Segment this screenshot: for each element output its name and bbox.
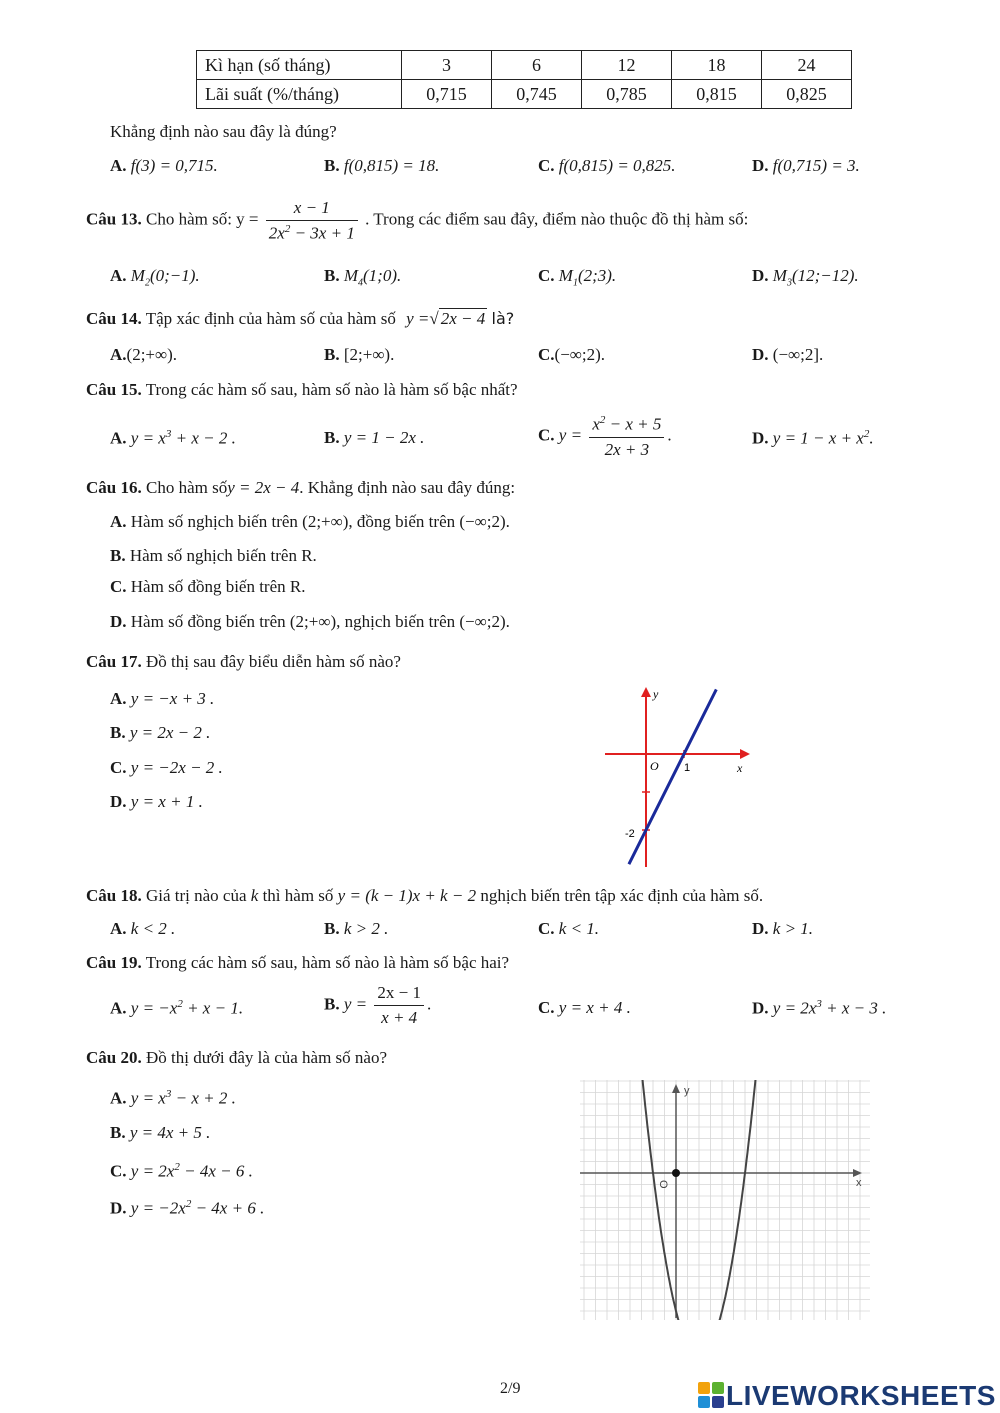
q12-option-a[interactable]: A. f(3) = 0,715.	[110, 156, 218, 175]
q20-option-a[interactable]: A. $y = x^3 - x + 2$ .	[110, 1088, 236, 1108]
q12-option-d[interactable]: D. f(0,715) = 3.	[752, 156, 860, 175]
q13-question: Câu 13. Cho hàm số: y = $\frac{x - 1}{2x^2 - 3x + 1}$ . Trong các điểm sau đây, điểm nào thuộc đồ thị hàm số:	[86, 198, 749, 243]
q13-option-a[interactable]: A. $M_2(0;-1)$.	[110, 266, 200, 289]
function-line	[629, 689, 716, 864]
q15-option-a[interactable]: A. $y = x^3 + x - 2$ .	[110, 428, 236, 448]
q18-option-d[interactable]: D. k > 1.	[752, 919, 814, 938]
q20-option-c[interactable]: C. $y = 2x^2 - 4x - 6$ .	[110, 1161, 253, 1181]
grid	[580, 1080, 870, 1320]
q16-question: Câu 16. Cho hàm sốy = 2x − 4. Khẳng định nào sau đây đúng:	[86, 478, 516, 497]
q17-question: Câu 17. Đồ thị sau đây biểu diễn hàm số nào?	[86, 652, 401, 671]
q17-option-c[interactable]: C. y = −2x − 2 .	[110, 758, 223, 777]
q12-option-b[interactable]: B. f(0,815) = 18.	[324, 156, 440, 175]
q12-prompt: Khẳng định nào sau đây là đúng?	[110, 122, 337, 141]
q18-option-b[interactable]: B. k > 2 .	[324, 919, 389, 938]
q19-option-c[interactable]: C. y = x + 4 .	[538, 998, 631, 1017]
table-cell: Lãi suất (%/tháng)	[197, 80, 402, 109]
q17-graph	[600, 682, 760, 870]
q15-option-b[interactable]: B. y = 1 − 2x .	[324, 428, 425, 447]
q18-question: Câu 18. Giá trị nào của k thì hàm số y = (k − 1)x + k − 2 nghịch biến trên tập xác định của hàm số.	[86, 886, 764, 905]
x-axis-label: x	[737, 761, 743, 775]
y-axis-label: y	[684, 1085, 690, 1097]
table-cell: 0,785	[582, 80, 672, 109]
table-cell: 18	[672, 51, 762, 80]
q13-option-b[interactable]: B. $M_4(1;0)$.	[324, 266, 402, 289]
table-cell: 3	[402, 51, 492, 80]
table-cell: 0,745	[492, 80, 582, 109]
table-cell: Kì hạn (số tháng)	[197, 51, 402, 80]
q20-question: Câu 20. Đồ thị dưới đây là của hàm số nào?	[86, 1048, 388, 1067]
q17-option-a[interactable]: A. y = −x + 3 .	[110, 689, 215, 708]
q16-option-a[interactable]: A. Hàm số nghịch biến trên (2;+∞), đồng biến trên (−∞;2).	[110, 512, 510, 531]
origin-label: O	[650, 759, 659, 773]
q18-option-a[interactable]: A. k < 2 .	[110, 919, 176, 938]
q17-option-b[interactable]: B. y = 2x − 2 .	[110, 723, 211, 742]
q14-option-d[interactable]: D. (−∞;2].	[752, 345, 824, 364]
x-tick-label: 1	[684, 762, 691, 774]
q15-option-c[interactable]: C. y = $\frac{x^2 - x + 5}{2x + 3}$ .	[538, 414, 672, 459]
q15-question: Câu 15. Trong các hàm số sau, hàm số nào là hàm số bậc nhất?	[86, 380, 518, 399]
q14-option-a[interactable]: A.(2;+∞).	[110, 345, 178, 364]
y-axis-arrow	[641, 687, 651, 697]
q19-question: Câu 19. Trong các hàm số sau, hàm số nào là hàm số bậc hai?	[86, 953, 510, 972]
brand-logo[interactable]	[698, 1380, 996, 1412]
y-axis-arrow	[672, 1084, 680, 1093]
q16-option-d[interactable]: D. Hàm số đồng biến trên (2;+∞), nghịch biến trên (−∞;2).	[110, 612, 510, 631]
q13-option-c[interactable]: C. $M_1(2;3)$.	[538, 266, 617, 289]
q19-option-b[interactable]: B. y = $\frac{2x - 1}{x + 4}$ .	[324, 983, 432, 1027]
q20-option-b[interactable]: B. y = 4x + 5 .	[110, 1123, 211, 1142]
y-axis-label: y	[653, 687, 659, 701]
q20-graph	[580, 1080, 870, 1320]
q17-option-d[interactable]: D. y = x + 1 .	[110, 792, 203, 811]
q15-option-d[interactable]: D. $y = 1 - x + x^2$.	[752, 428, 874, 448]
liveworksheets-logo-icon	[698, 1382, 724, 1408]
interest-rate-table	[196, 50, 852, 109]
page-number: 2/9	[500, 1380, 521, 1397]
q14-option-c[interactable]: C.(−∞;2).	[538, 345, 606, 364]
x-axis-arrow	[853, 1169, 862, 1177]
table-cell: 24	[762, 51, 852, 80]
q16-option-c[interactable]: C. Hàm số đồng biến trên R.	[110, 577, 306, 596]
table-cell: 0,715	[402, 80, 492, 109]
q20-option-d[interactable]: D. $y = -2x^2 - 4x + 6$ .	[110, 1198, 265, 1218]
table-cell: 0,815	[672, 80, 762, 109]
q14-question: Câu 14. Tập xác định của hàm số của hàm số y =√ 2x − 4 là?	[86, 309, 515, 328]
table-cell: 6	[492, 51, 582, 80]
table-row	[197, 51, 852, 80]
q12-option-c[interactable]: C. f(0,815) = 0,825.	[538, 156, 676, 175]
table-cell: 12	[582, 51, 672, 80]
x-axis-arrow	[740, 749, 750, 759]
x-axis-label: x	[856, 1177, 862, 1189]
table-row	[197, 80, 852, 109]
origin-label: O	[657, 1180, 669, 1189]
q18-option-c[interactable]: C. k < 1.	[538, 919, 600, 938]
q14-option-b[interactable]: B. [2;+∞).	[324, 345, 395, 364]
y-tick-label: -2	[625, 828, 635, 840]
table-cell: 0,825	[762, 80, 852, 109]
q16-option-b[interactable]: B. Hàm số nghịch biến trên R.	[110, 546, 317, 565]
q13-fraction: $\frac{x - 1}{2x^2 - 3x + 1}$	[266, 198, 358, 244]
origin-point	[672, 1169, 680, 1177]
q19-option-d[interactable]: D. $y = 2x^3 + x - 3$ .	[752, 998, 887, 1018]
q19-option-a[interactable]: A. $y = -x^2 + x - 1$.	[110, 998, 244, 1018]
brand-name: LIVEWORKSHEETS	[726, 1380, 996, 1411]
q13-option-d[interactable]: D. $M_3(12;-12)$.	[752, 266, 859, 289]
